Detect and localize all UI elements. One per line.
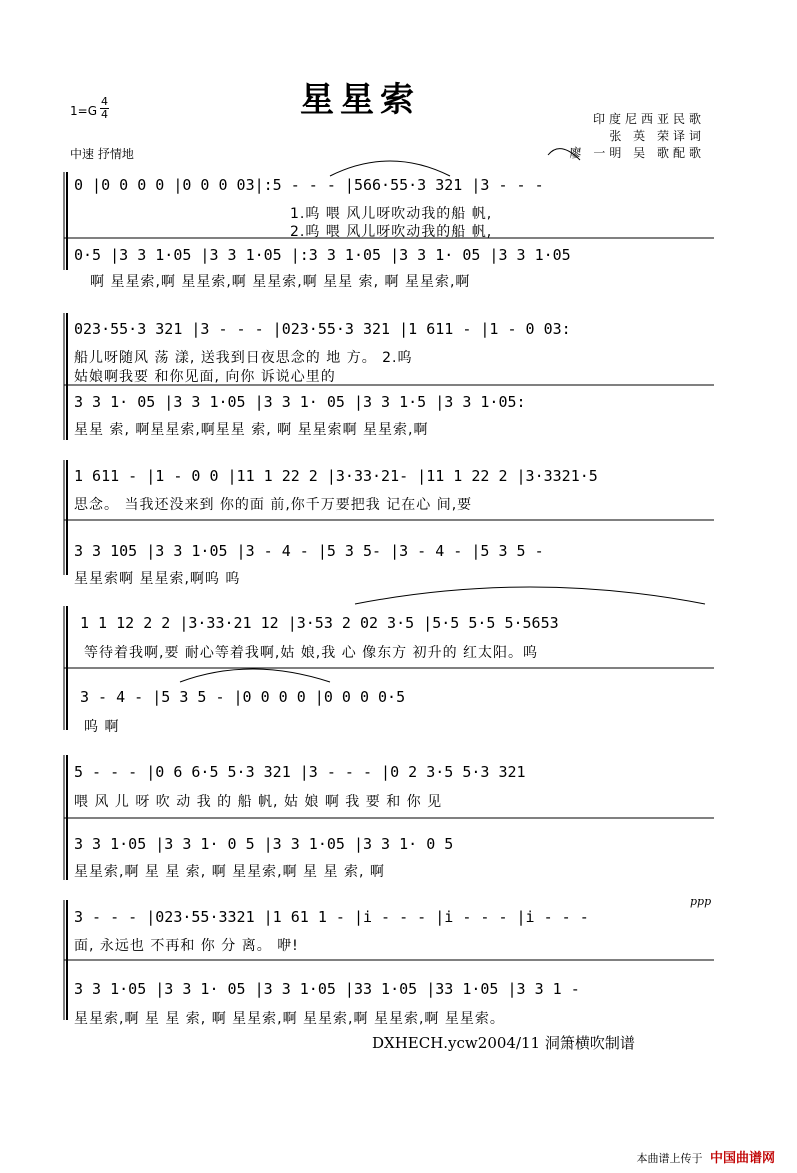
arranger-credit: DXHECH.ycw2004/11 洞箫横吹制谱 (372, 1034, 635, 1052)
lyric-verse-1: 1.呜 喂 风儿呀吹动我的船 帆, (290, 206, 493, 222)
lower-notes: 3 3 1· 05 |3 3 1·05 |3 3 1· 05 |3 3 1·5 |3 3 1·05: (74, 393, 526, 411)
lower-lyric: 星星索,啊 星 星 索, 啊 星星索,啊 星 星 索, 啊 (74, 864, 385, 880)
tempo-marking: 中速 抒情地 (70, 147, 134, 161)
upload-text: 本曲谱上传于 (636, 1152, 703, 1165)
dynamic-marking: ppp (690, 895, 712, 908)
lyric-verse-1: 喂 风 儿 呀 吹 动 我 的 船 帆, 姑 娘 啊 我 要 和 你 见 (74, 794, 443, 810)
lower-notes: 3 3 105 |3 3 1·05 |3 - 4 - |5 3 5- |3 - 4 - |5 3 5 - (74, 542, 544, 560)
lyric-verse-1: 船儿呀随风 荡 漾, 送我到日夜思念的 地 方。 2.呜 (74, 350, 413, 366)
lower-notes: 0·5 |3 3 1·05 |3 3 1·05 |:3 3 1·05 |3 3 1· 05 |3 3 1·05 (74, 246, 571, 264)
lower-lyric: 星星 索, 啊星星索,啊星星 索, 啊 星星索啊 星星索,啊 (74, 422, 429, 438)
upper-notes: 023·55·3 321 |3 - - - |023·55·3 321 |1 611 - |1 - 0 03: (74, 320, 571, 338)
lyric-verse-1: 思念。 当我还没来到 你的面 前,你千万要把我 记在心 间,要 (74, 497, 473, 513)
site-logo[interactable]: 中国曲谱网 (709, 1151, 775, 1166)
time-signature (100, 96, 109, 121)
upper-notes: 5 - - - |0 6 6·5 5·3 321 |3 - - - |0 2 3·5 5·3 321 (74, 763, 526, 781)
lyric-verse-1: 等待着我啊,要 耐心等着我啊,姑 娘,我 心 像东方 初升的 红太阳。呜 (84, 645, 539, 661)
credit-line: 印度尼西亚民歌 (592, 112, 705, 126)
lower-lyric: 啊 星星索,啊 星星索,啊 星星索,啊 星星 索, 啊 星星索,啊 (90, 274, 471, 290)
upper-notes: 1 1 12 2 2 |3·33·21 12 |3·53 2 02 3·5 |5·5 5·5 5·5653 (80, 614, 559, 632)
lower-notes: 3 - 4 - |5 3 5 - |0 0 0 0 |0 0 0 0·5 (80, 688, 406, 706)
lower-notes: 3 3 1·05 |3 3 1· 05 |3 3 1·05 |33 1·05 |33 1·05 |3 3 1 - (74, 980, 580, 998)
lower-lyric: 呜 啊 (84, 719, 120, 735)
credit-line: 廖 一明 吴 歌配歌 (569, 146, 705, 160)
lower-notes: 3 3 1·05 |3 3 1· 0 5 |3 3 1·05 |3 3 1· 0 5 (74, 835, 454, 853)
meter-top: 4 (101, 95, 108, 108)
lyric-verse-2: 姑娘啊我要 和你见面, 向你 诉说心里的 (74, 369, 336, 385)
credit-line: 张 英 荣译词 (609, 129, 705, 143)
lyric-verse-1: 面, 永远也 不再和 你 分 离。 咿! (74, 938, 299, 954)
lyric-verse-2: 2.呜 喂 风儿呀吹动我的船 帆, (290, 224, 493, 240)
key-signature: 1=G (70, 104, 97, 118)
upper-notes: 3 - - - |023·55·3321 |1 61 1 - |i - - - |i - - - |i - - - (74, 908, 589, 926)
song-title: 星星索 (300, 80, 420, 120)
meter-bottom: 4 (101, 108, 108, 121)
lower-lyric: 星星索,啊 星 星 索, 啊 星星索,啊 星星索,啊 星星索,啊 星星索。 (74, 1011, 505, 1027)
lower-lyric: 星星索啊 星星索,啊呜 呜 (74, 571, 241, 587)
upload-note (636, 1147, 775, 1166)
upper-notes: 1 611 - |1 - 0 0 |11 1 22 2 |3·33·21- |11 1 22 2 |3·3321·5 (74, 467, 598, 485)
upper-notes: 0 |0 0 0 0 |0 0 0 03|:5 - - - |566·55·3 321 |3 - - - (74, 176, 544, 194)
